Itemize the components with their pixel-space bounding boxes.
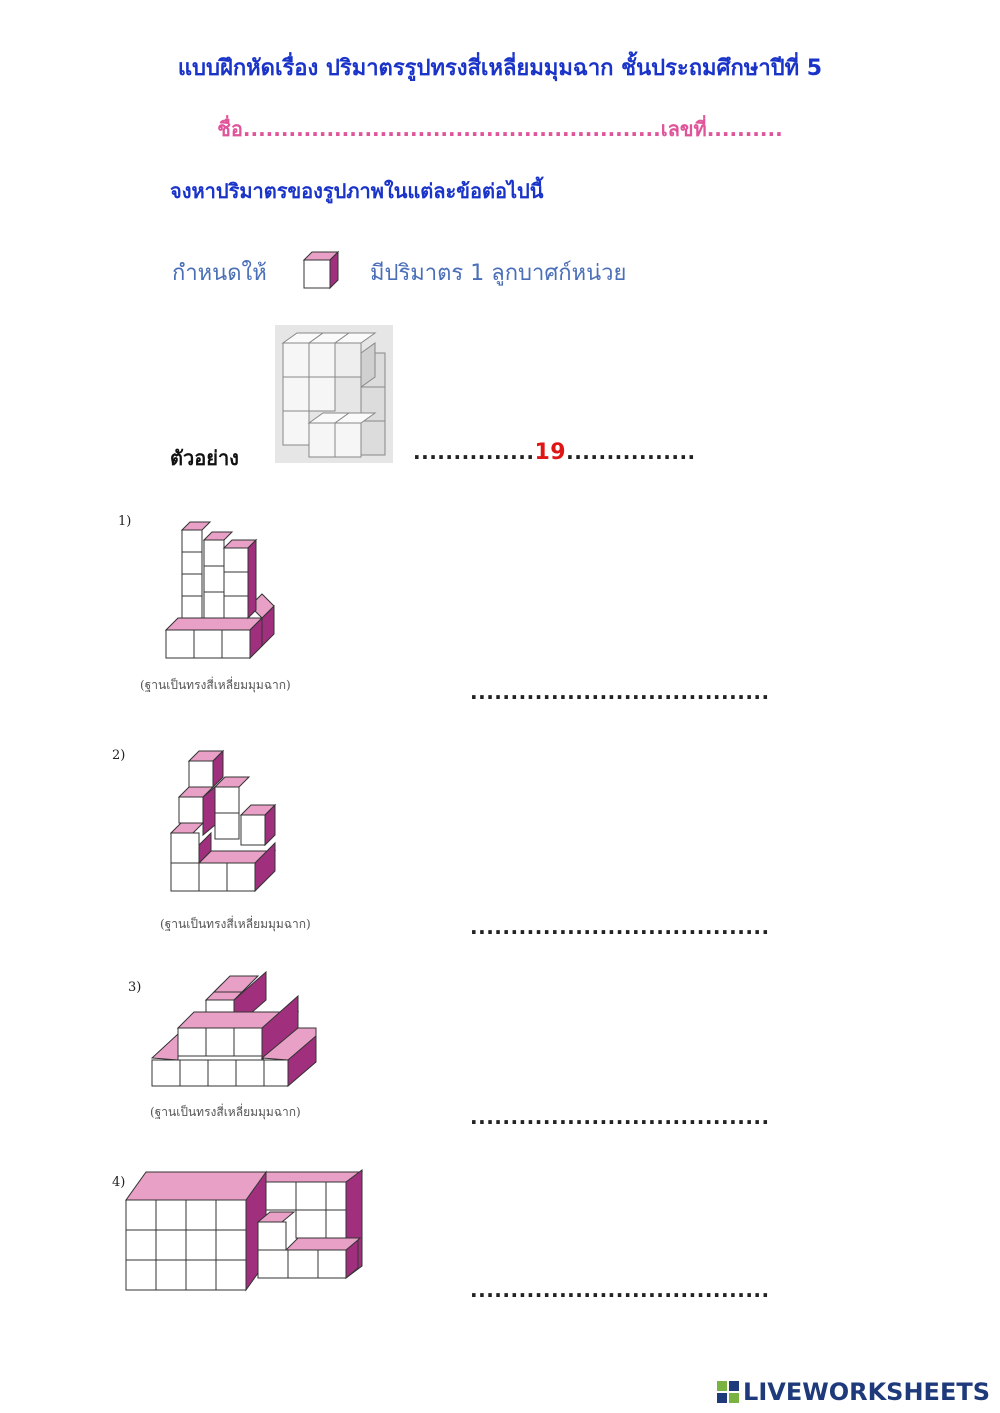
question-3-figure — [148, 968, 323, 1088]
question-3-caption: (ฐานเป็นทรงสี่เหลี่ยมมุมฉาก) — [150, 1105, 301, 1119]
question-2-figure — [165, 745, 285, 895]
liveworksheets-mark-icon — [717, 1381, 739, 1403]
question-2-answer-line[interactable]: ..................................... — [470, 915, 770, 939]
instruction-text: จงหาปริมาตรของรูปภาพในแต่ละข้อต่อไปนี้ — [170, 179, 544, 203]
question-1-number: 1) — [118, 514, 132, 529]
question-4-number: 4) — [112, 1175, 126, 1190]
example-label: ตัวอย่าง — [170, 446, 239, 470]
question-2-number: 2) — [112, 748, 126, 763]
question-4-figure — [122, 1168, 367, 1294]
example-dots-after: ................ — [566, 440, 696, 464]
question-1-answer-line[interactable]: ..................................... — [470, 680, 770, 704]
example-answer — [413, 440, 696, 465]
worksheet-title: แบบฝึกหัดเรื่อง ปริมาตรรูปทรงสี่เหลี่ยมมุมฉาก ชั้นประถมศึกษาปีที่ 5 — [177, 56, 823, 81]
example-cube-image — [275, 325, 393, 463]
liveworksheets-logo — [717, 1378, 990, 1406]
question-3-number: 3) — [128, 980, 142, 995]
question-3-answer-line[interactable]: ..................................... — [470, 1105, 770, 1129]
logo-text: LIVEWORKSHEETS — [743, 1378, 990, 1406]
name-number-line: ชื่อ.......................................................เลขที่.......... — [217, 117, 783, 141]
example-answer-value: 19 — [534, 440, 567, 465]
question-2-caption: (ฐานเป็นทรงสี่เหลี่ยมมุมฉาก) — [160, 917, 311, 931]
question-1-caption: (ฐานเป็นทรงสี่เหลี่ยมมุมฉาก) — [140, 678, 291, 692]
example-dots-before: ............... — [413, 440, 535, 464]
unit-cube-icon — [300, 248, 344, 292]
question-1-figure — [160, 512, 280, 660]
given-prefix: กำหนดให้ — [172, 261, 267, 286]
given-suffix: มีปริมาตร 1 ลูกบาศก์หน่วย — [370, 261, 627, 286]
question-4-answer-line[interactable]: ..................................... — [470, 1278, 770, 1302]
